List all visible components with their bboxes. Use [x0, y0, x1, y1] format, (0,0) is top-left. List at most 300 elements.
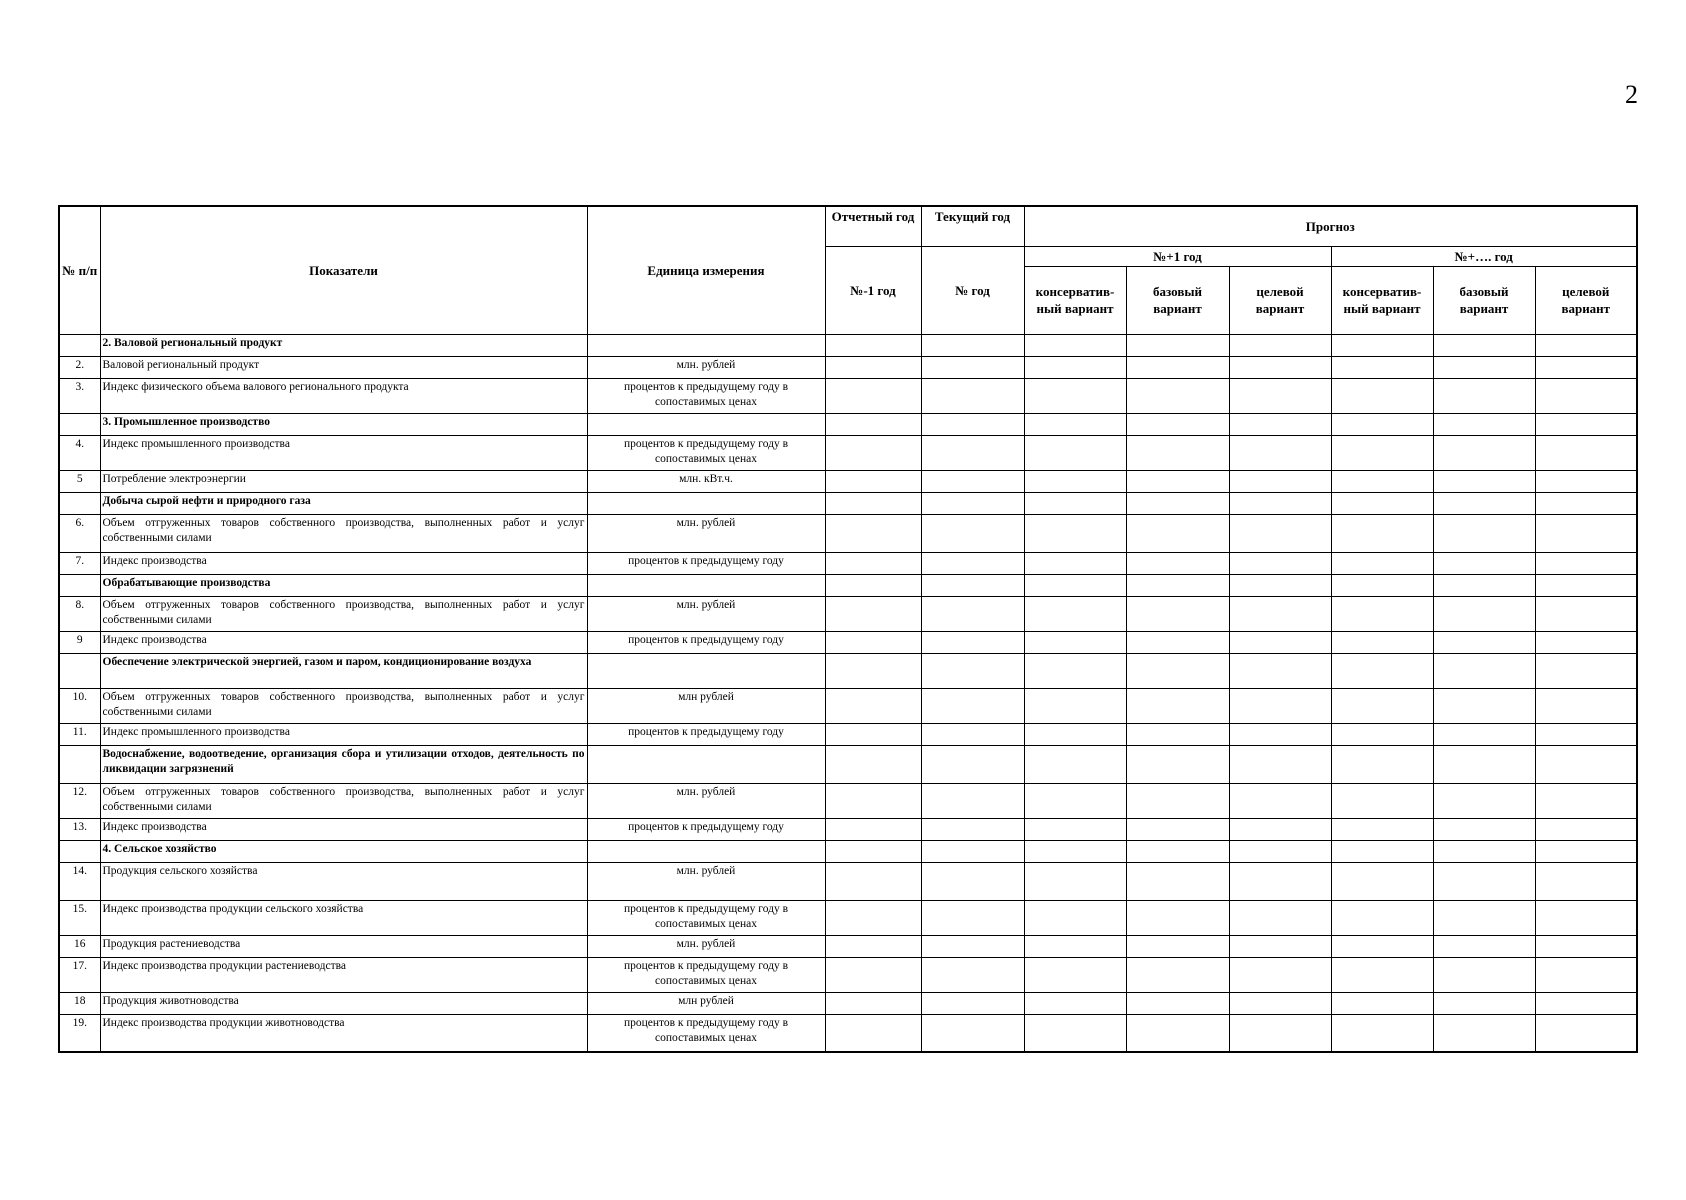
- value-cell: [1024, 492, 1126, 514]
- value-cell: [1331, 900, 1433, 935]
- value-cell: [1229, 470, 1331, 492]
- table-row: [59, 900, 1637, 935]
- table-header: [59, 206, 1637, 334]
- value-cell: [1535, 514, 1637, 552]
- value-cell: [1433, 992, 1535, 1014]
- value-cell: [1024, 745, 1126, 783]
- value-cell: [921, 378, 1024, 413]
- value-cell: [825, 552, 921, 574]
- row-number: [59, 840, 100, 862]
- value-cell: [1331, 992, 1433, 1014]
- value-cell: [1229, 378, 1331, 413]
- value-cell: [921, 1014, 1024, 1052]
- value-cell: [1535, 723, 1637, 745]
- unit-cell: млн. рублей: [587, 935, 825, 957]
- value-cell: [1024, 783, 1126, 818]
- row-number: 6.: [59, 514, 100, 552]
- value-cell: [921, 723, 1024, 745]
- value-cell: [1331, 1014, 1433, 1052]
- value-cell: [1229, 334, 1331, 356]
- row-number: 10.: [59, 688, 100, 723]
- value-cell: [1331, 514, 1433, 552]
- indicator-name: Валовой региональный продукт: [100, 356, 587, 378]
- section-title: Добыча сырой нефти и природного газа: [100, 492, 587, 514]
- header-num: № п/п: [59, 206, 100, 334]
- value-cell: [1535, 574, 1637, 596]
- value-cell: [825, 900, 921, 935]
- value-cell: [1126, 470, 1229, 492]
- value-cell: [825, 356, 921, 378]
- indicator-name: Объем отгруженных товаров собственного производства, выполненных работ и услуг собственными силами: [100, 688, 587, 723]
- value-cell: [1024, 818, 1126, 840]
- value-cell: [1229, 514, 1331, 552]
- unit-cell: млн. рублей: [587, 862, 825, 900]
- value-cell: [1229, 840, 1331, 862]
- header-variant-conservative-1: консерватив-ный вариант: [1024, 266, 1126, 334]
- value-cell: [1229, 783, 1331, 818]
- table-row: [59, 514, 1637, 552]
- value-cell: [1126, 935, 1229, 957]
- unit-cell: [587, 745, 825, 783]
- value-cell: [1024, 653, 1126, 688]
- row-number: 19.: [59, 1014, 100, 1052]
- value-cell: [1535, 957, 1637, 992]
- value-cell: [1535, 596, 1637, 631]
- value-cell: [921, 596, 1024, 631]
- value-cell: [1433, 900, 1535, 935]
- unit-cell: млн рублей: [587, 992, 825, 1014]
- value-cell: [1331, 492, 1433, 514]
- value-cell: [1024, 957, 1126, 992]
- value-cell: [825, 435, 921, 470]
- row-number: 18: [59, 992, 100, 1014]
- value-cell: [1433, 552, 1535, 574]
- value-cell: [1433, 840, 1535, 862]
- value-cell: [1535, 992, 1637, 1014]
- indicator-name: Индекс производства: [100, 631, 587, 653]
- table-row: [59, 723, 1637, 745]
- value-cell: [1126, 957, 1229, 992]
- value-cell: [1535, 334, 1637, 356]
- section-row: [59, 745, 1637, 783]
- value-cell: [1331, 356, 1433, 378]
- value-cell: [1126, 574, 1229, 596]
- table-row: [59, 957, 1637, 992]
- value-cell: [1229, 492, 1331, 514]
- row-number: 14.: [59, 862, 100, 900]
- value-cell: [1229, 745, 1331, 783]
- row-number: [59, 492, 100, 514]
- value-cell: [1024, 596, 1126, 631]
- header-reported-year: Отчетный год: [825, 206, 921, 246]
- header-year-n: № год: [921, 246, 1024, 334]
- value-cell: [825, 992, 921, 1014]
- value-cell: [921, 435, 1024, 470]
- value-cell: [1024, 413, 1126, 435]
- value-cell: [1024, 514, 1126, 552]
- value-cell: [825, 783, 921, 818]
- table-row: [59, 552, 1637, 574]
- unit-cell: млн. рублей: [587, 783, 825, 818]
- value-cell: [825, 334, 921, 356]
- value-cell: [1433, 596, 1535, 631]
- value-cell: [825, 745, 921, 783]
- unit-cell: процентов к предыдущему году: [587, 552, 825, 574]
- value-cell: [1535, 631, 1637, 653]
- value-cell: [825, 723, 921, 745]
- unit-cell: млн. кВт.ч.: [587, 470, 825, 492]
- value-cell: [921, 552, 1024, 574]
- value-cell: [1433, 574, 1535, 596]
- value-cell: [1433, 653, 1535, 688]
- value-cell: [1024, 900, 1126, 935]
- unit-cell: процентов к предыдущему году: [587, 723, 825, 745]
- value-cell: [1024, 723, 1126, 745]
- value-cell: [1331, 413, 1433, 435]
- value-cell: [1433, 470, 1535, 492]
- value-cell: [921, 840, 1024, 862]
- value-cell: [1126, 514, 1229, 552]
- row-number: 16: [59, 935, 100, 957]
- value-cell: [1331, 840, 1433, 862]
- indicator-name: Индекс производства продукции животноводства: [100, 1014, 587, 1052]
- unit-cell: [587, 653, 825, 688]
- header-variant-target-1: целевой вариант: [1229, 266, 1331, 334]
- value-cell: [825, 653, 921, 688]
- value-cell: [1229, 574, 1331, 596]
- row-number: [59, 334, 100, 356]
- value-cell: [1433, 334, 1535, 356]
- section-title: Водоснабжение, водоотведение, организация сбора и утилизации отходов, деятельность по ликвидации загрязнений: [100, 745, 587, 783]
- value-cell: [825, 492, 921, 514]
- value-cell: [1126, 596, 1229, 631]
- value-cell: [1229, 957, 1331, 992]
- header-variant-base-1: базовый вариант: [1126, 266, 1229, 334]
- unit-cell: [587, 413, 825, 435]
- value-cell: [1331, 596, 1433, 631]
- value-cell: [921, 935, 1024, 957]
- value-cell: [921, 334, 1024, 356]
- value-cell: [1024, 334, 1126, 356]
- header-year-n-plus-more: №+…. год: [1331, 246, 1637, 266]
- value-cell: [825, 818, 921, 840]
- value-cell: [1229, 900, 1331, 935]
- value-cell: [921, 653, 1024, 688]
- value-cell: [1126, 378, 1229, 413]
- value-cell: [1229, 435, 1331, 470]
- value-cell: [1126, 840, 1229, 862]
- row-number: 8.: [59, 596, 100, 631]
- page-number: 2: [1625, 80, 1638, 109]
- value-cell: [825, 470, 921, 492]
- value-cell: [1229, 723, 1331, 745]
- table-row: [59, 935, 1637, 957]
- value-cell: [1229, 1014, 1331, 1052]
- value-cell: [1433, 1014, 1535, 1052]
- table-row: [59, 1014, 1637, 1052]
- row-number: 15.: [59, 900, 100, 935]
- row-number: 4.: [59, 435, 100, 470]
- value-cell: [1229, 552, 1331, 574]
- header-indicators: Показатели: [100, 206, 587, 334]
- value-cell: [1535, 900, 1637, 935]
- value-cell: [1535, 862, 1637, 900]
- row-number: [59, 745, 100, 783]
- value-cell: [1024, 356, 1126, 378]
- unit-cell: процентов к предыдущему году: [587, 631, 825, 653]
- indicator-name: Индекс промышленного производства: [100, 435, 587, 470]
- value-cell: [921, 818, 1024, 840]
- value-cell: [1535, 552, 1637, 574]
- value-cell: [1331, 435, 1433, 470]
- value-cell: [1433, 783, 1535, 818]
- indicator-name: Продукция сельского хозяйства: [100, 862, 587, 900]
- value-cell: [1433, 514, 1535, 552]
- value-cell: [1331, 688, 1433, 723]
- value-cell: [1535, 745, 1637, 783]
- value-cell: [1433, 492, 1535, 514]
- unit-cell: процентов к предыдущему году: [587, 818, 825, 840]
- indicator-name: Индекс производства продукции сельского хозяйства: [100, 900, 587, 935]
- value-cell: [825, 413, 921, 435]
- indicator-name: Индекс физического объема валового регионального продукта: [100, 378, 587, 413]
- value-cell: [1331, 574, 1433, 596]
- unit-cell: процентов к предыдущему году в сопоставимых ценах: [587, 435, 825, 470]
- row-number: 11.: [59, 723, 100, 745]
- value-cell: [1331, 957, 1433, 992]
- row-number: 13.: [59, 818, 100, 840]
- value-cell: [1433, 723, 1535, 745]
- row-number: 17.: [59, 957, 100, 992]
- value-cell: [1024, 992, 1126, 1014]
- value-cell: [1126, 653, 1229, 688]
- value-cell: [825, 514, 921, 552]
- header-variant-base-2: базовый вариант: [1433, 266, 1535, 334]
- value-cell: [825, 935, 921, 957]
- unit-cell: процентов к предыдущему году в сопоставимых ценах: [587, 957, 825, 992]
- header-variant-target-2: целевой вариант: [1535, 266, 1637, 334]
- value-cell: [1331, 378, 1433, 413]
- value-cell: [921, 492, 1024, 514]
- value-cell: [921, 862, 1024, 900]
- value-cell: [1535, 356, 1637, 378]
- value-cell: [1535, 492, 1637, 514]
- value-cell: [1229, 992, 1331, 1014]
- value-cell: [1024, 688, 1126, 723]
- value-cell: [921, 413, 1024, 435]
- section-row: [59, 413, 1637, 435]
- value-cell: [1535, 935, 1637, 957]
- value-cell: [825, 688, 921, 723]
- row-number: [59, 413, 100, 435]
- value-cell: [1229, 596, 1331, 631]
- indicator-name: Объем отгруженных товаров собственного производства, выполненных работ и услуг собственными силами: [100, 783, 587, 818]
- row-number: 12.: [59, 783, 100, 818]
- indicator-name: Продукция растениеводства: [100, 935, 587, 957]
- value-cell: [921, 688, 1024, 723]
- value-cell: [1331, 653, 1433, 688]
- unit-cell: процентов к предыдущему году в сопоставимых ценах: [587, 900, 825, 935]
- indicator-name: Индекс промышленного производства: [100, 723, 587, 745]
- value-cell: [921, 574, 1024, 596]
- value-cell: [1331, 631, 1433, 653]
- table-row: [59, 818, 1637, 840]
- value-cell: [1535, 653, 1637, 688]
- value-cell: [825, 631, 921, 653]
- value-cell: [1024, 935, 1126, 957]
- value-cell: [1229, 356, 1331, 378]
- value-cell: [825, 596, 921, 631]
- value-cell: [1433, 435, 1535, 470]
- table-row: [59, 470, 1637, 492]
- indicator-name: Индекс производства: [100, 818, 587, 840]
- value-cell: [1024, 552, 1126, 574]
- value-cell: [1535, 818, 1637, 840]
- unit-cell: [587, 840, 825, 862]
- value-cell: [1024, 1014, 1126, 1052]
- value-cell: [1126, 631, 1229, 653]
- value-cell: [1535, 1014, 1637, 1052]
- value-cell: [1331, 723, 1433, 745]
- value-cell: [1229, 935, 1331, 957]
- value-cell: [921, 514, 1024, 552]
- value-cell: [1126, 552, 1229, 574]
- value-cell: [1331, 935, 1433, 957]
- value-cell: [1433, 818, 1535, 840]
- value-cell: [1331, 470, 1433, 492]
- value-cell: [1535, 435, 1637, 470]
- value-cell: [1535, 688, 1637, 723]
- value-cell: [1126, 862, 1229, 900]
- value-cell: [1229, 818, 1331, 840]
- section-row: [59, 653, 1637, 688]
- unit-cell: млн рублей: [587, 688, 825, 723]
- table-row: [59, 688, 1637, 723]
- value-cell: [921, 356, 1024, 378]
- value-cell: [825, 1014, 921, 1052]
- table-row: [59, 992, 1637, 1014]
- value-cell: [1433, 862, 1535, 900]
- value-cell: [825, 862, 921, 900]
- section-row: [59, 492, 1637, 514]
- section-title: 3. Промышленное производство: [100, 413, 587, 435]
- value-cell: [1126, 992, 1229, 1014]
- unit-cell: млн. рублей: [587, 514, 825, 552]
- value-cell: [1433, 631, 1535, 653]
- value-cell: [1024, 378, 1126, 413]
- value-cell: [1535, 378, 1637, 413]
- value-cell: [1024, 470, 1126, 492]
- value-cell: [1126, 783, 1229, 818]
- indicator-name: Индекс производства: [100, 552, 587, 574]
- indicator-name: Потребление электроэнергии: [100, 470, 587, 492]
- table-row: [59, 783, 1637, 818]
- unit-cell: [587, 334, 825, 356]
- value-cell: [1331, 818, 1433, 840]
- unit-cell: [587, 574, 825, 596]
- section-title: 4. Сельское хозяйство: [100, 840, 587, 862]
- unit-cell: млн. рублей: [587, 596, 825, 631]
- section-row: [59, 334, 1637, 356]
- value-cell: [1535, 470, 1637, 492]
- value-cell: [1126, 356, 1229, 378]
- value-cell: [1433, 413, 1535, 435]
- row-number: 7.: [59, 552, 100, 574]
- value-cell: [1024, 435, 1126, 470]
- row-number: 2.: [59, 356, 100, 378]
- value-cell: [921, 992, 1024, 1014]
- table-row: [59, 356, 1637, 378]
- header-current-year: Текущий год: [921, 206, 1024, 246]
- value-cell: [921, 957, 1024, 992]
- forecast-table: [58, 205, 1638, 1053]
- header-forecast: Прогноз: [1024, 206, 1637, 246]
- value-cell: [1126, 435, 1229, 470]
- value-cell: [1229, 862, 1331, 900]
- value-cell: [1024, 840, 1126, 862]
- value-cell: [825, 574, 921, 596]
- value-cell: [1024, 862, 1126, 900]
- indicator-name: Объем отгруженных товаров собственного производства, выполненных работ и услуг собственными силами: [100, 514, 587, 552]
- value-cell: [1126, 688, 1229, 723]
- value-cell: [1331, 745, 1433, 783]
- value-cell: [825, 957, 921, 992]
- table-row: [59, 862, 1637, 900]
- table-body: [59, 334, 1637, 1052]
- value-cell: [1126, 334, 1229, 356]
- value-cell: [921, 631, 1024, 653]
- value-cell: [1433, 935, 1535, 957]
- row-number: 5: [59, 470, 100, 492]
- row-number: 3.: [59, 378, 100, 413]
- value-cell: [1024, 631, 1126, 653]
- table-row: [59, 596, 1637, 631]
- row-number: [59, 574, 100, 596]
- value-cell: [1433, 745, 1535, 783]
- value-cell: [1331, 862, 1433, 900]
- indicator-name: Индекс производства продукции растениеводства: [100, 957, 587, 992]
- value-cell: [1331, 552, 1433, 574]
- unit-cell: млн. рублей: [587, 356, 825, 378]
- value-cell: [825, 378, 921, 413]
- value-cell: [1229, 413, 1331, 435]
- section-title: 2. Валовой региональный продукт: [100, 334, 587, 356]
- section-row: [59, 840, 1637, 862]
- value-cell: [1024, 574, 1126, 596]
- value-cell: [1126, 1014, 1229, 1052]
- value-cell: [1126, 900, 1229, 935]
- value-cell: [1126, 818, 1229, 840]
- indicator-name: Продукция животноводства: [100, 992, 587, 1014]
- row-number: 9: [59, 631, 100, 653]
- value-cell: [1433, 957, 1535, 992]
- value-cell: [921, 470, 1024, 492]
- header-variant-conservative-2: консерватив-ный вариант: [1331, 266, 1433, 334]
- section-title: Обрабатывающие производства: [100, 574, 587, 596]
- table-row: [59, 435, 1637, 470]
- value-cell: [1433, 688, 1535, 723]
- value-cell: [1535, 840, 1637, 862]
- value-cell: [921, 900, 1024, 935]
- value-cell: [1229, 653, 1331, 688]
- value-cell: [921, 745, 1024, 783]
- value-cell: [1535, 783, 1637, 818]
- header-year-n-plus-1: №+1 год: [1024, 246, 1331, 266]
- value-cell: [1331, 334, 1433, 356]
- section-row: [59, 574, 1637, 596]
- indicator-name: Объем отгруженных товаров собственного производства, выполненных работ и услуг собственными силами: [100, 596, 587, 631]
- header-unit: Единица измерения: [587, 206, 825, 334]
